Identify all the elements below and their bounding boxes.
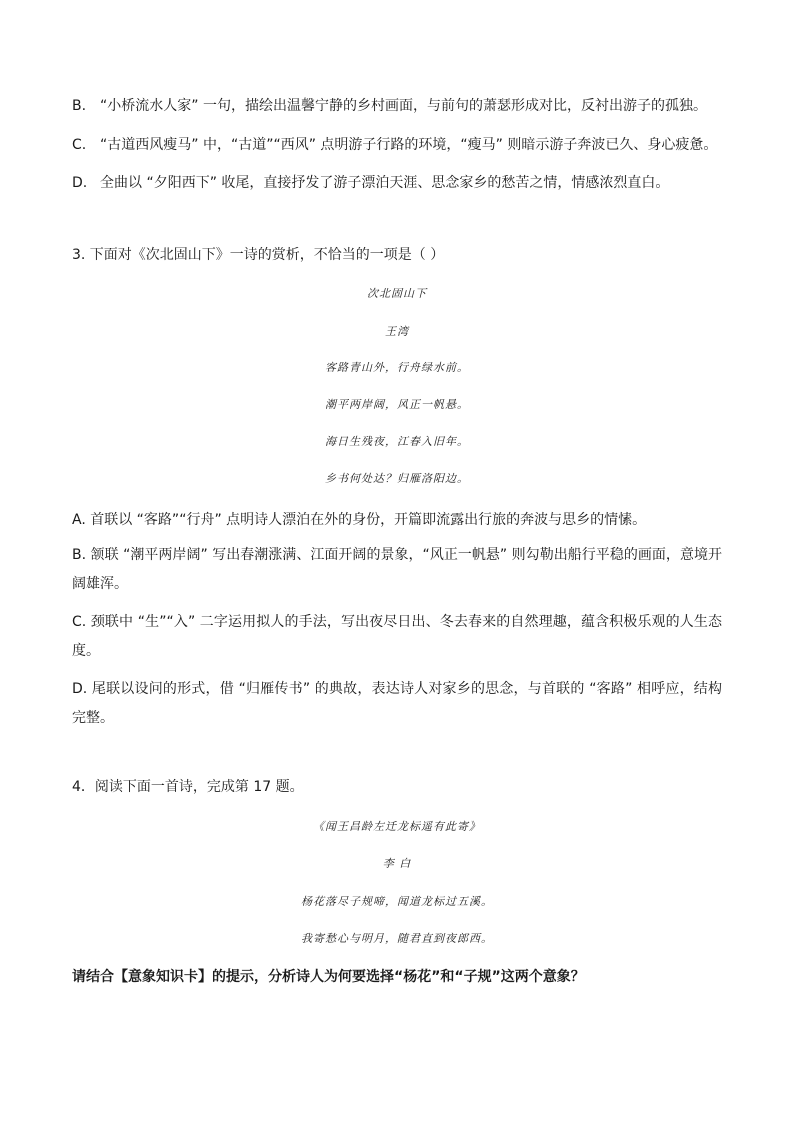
q3-option-c xyxy=(72,608,722,666)
option-label: B. xyxy=(72,547,87,563)
q2-option-b xyxy=(72,98,722,114)
option-label: A. xyxy=(72,512,86,528)
q4-poem-line-2: 我寄愁心与明月，随君直到夜郎西。 xyxy=(301,932,493,945)
question-stem: 4．阅读下面一首诗，完成第 17 题。 xyxy=(72,779,304,795)
q4-stem xyxy=(72,779,722,795)
q2-option-d xyxy=(72,175,722,191)
q3-poem-line-4: 乡书何处达？归雁洛阳边。 xyxy=(325,472,469,485)
option-label: C. xyxy=(72,137,87,153)
q2-option-c xyxy=(72,137,722,153)
q3-option-b xyxy=(72,541,722,599)
q3-poem-line-1: 客路青山外，行舟绿水前。 xyxy=(325,361,469,374)
option-text: 尾联以设问的形式，借 “归雁传书” 的典故，表达诗人对家乡的思念，与首联的 “客路” 相呼应，结构完整。 xyxy=(72,681,722,726)
q3-poem-line-2: 潮平两岸阔，风正一帆悬。 xyxy=(325,398,469,411)
option-text: 全曲以 “夕阳西下” 收尾，直接抒发了游子漂泊天涯、思念家乡的愁苦之情，情感浓烈直白。 xyxy=(100,175,670,191)
q3-poem-line-3: 海日生残夜，江春入旧年。 xyxy=(325,435,469,448)
q3-poem-author: 王湾 xyxy=(385,325,409,338)
question-text: 请结合【意象知识卡】的提示，分析诗人为何要选择“杨花”和“子规”这两个意象？ xyxy=(72,969,585,985)
option-text: “古道西风瘦马” 中，“古道”“西风” 点明游子行路的环境，“瘦马” 则暗示游子奔波已久、身心疲惫。 xyxy=(100,137,718,153)
option-text: 首联以 “客路”“行舟” 点明诗人漂泊在外的身份，开篇即流露出行旅的奔波与思乡的情愫。 xyxy=(90,512,647,528)
q3-option-d xyxy=(72,675,722,733)
option-text: 颔联 “潮平两岸阔” 写出春潮涨满、江面开阔的景象，“风正一帆悬” 则勾勒出船行平稳的画面，意境开阔雄浑。 xyxy=(72,547,722,592)
option-label: B. xyxy=(72,98,87,114)
q4-question xyxy=(72,969,722,985)
q3-stem xyxy=(72,247,722,263)
question-stem: 3. 下面对《次北固山下》一诗的赏析，不恰当的一项是（ ） xyxy=(72,247,445,263)
option-label: D. xyxy=(72,681,88,697)
option-label: D. xyxy=(72,175,88,191)
option-text: “小桥流水人家” 一句，描绘出温馨宁静的乡村画面，与前句的萧瑟形成对比，反衬出游子的孤独。 xyxy=(100,98,707,114)
option-text: 颈联中 “生”“入” 二字运用拟人的手法，写出夜尽日出、冬去春来的自然理趣，蕴含积极乐观的人生态度。 xyxy=(72,614,722,659)
q3-option-a xyxy=(72,512,722,528)
option-label: C. xyxy=(72,614,87,630)
q4-poem-title: 《闻王昌龄左迁龙标遥有此寄》 xyxy=(313,820,481,833)
q4-poem-line-1: 杨花落尽子规啼，闻道龙标过五溪。 xyxy=(301,895,493,908)
q4-poem-author: 李 白 xyxy=(382,857,412,870)
q3-poem-title: 次北固山下 xyxy=(367,287,427,300)
